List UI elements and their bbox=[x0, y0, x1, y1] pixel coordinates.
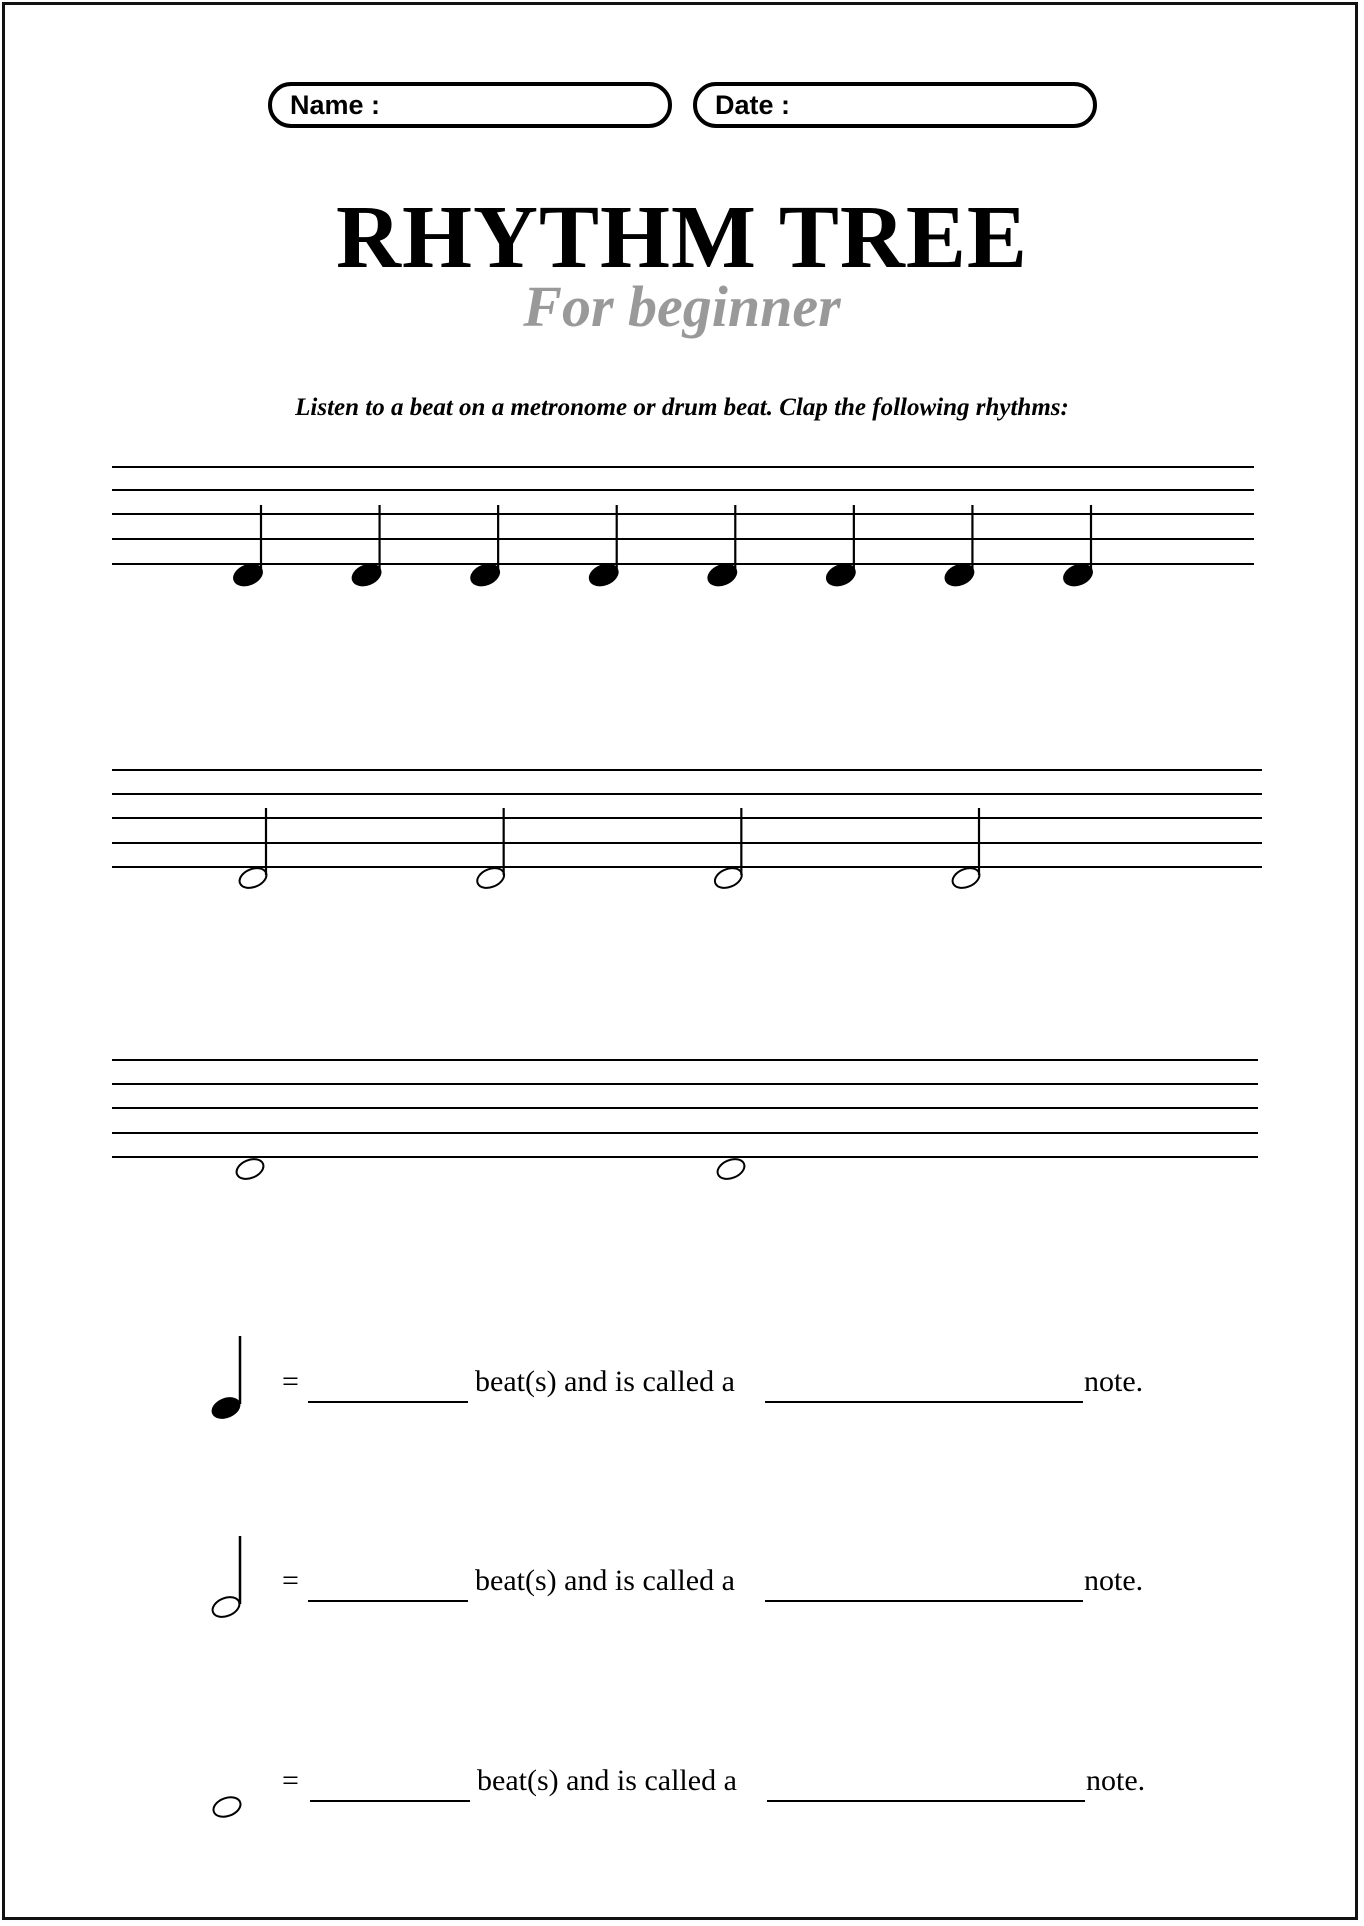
question-suffix: note. bbox=[1084, 1365, 1144, 1398]
half-note bbox=[237, 808, 270, 892]
staff-1-quarter-notes bbox=[112, 467, 1254, 564]
quarter-note bbox=[823, 505, 858, 590]
question-text: beat(s) and is called a bbox=[477, 1764, 737, 1797]
beats-answer-blank[interactable] bbox=[310, 1764, 470, 1802]
quarter-note-icon bbox=[208, 1336, 243, 1423]
half-note bbox=[474, 808, 507, 892]
beats-answer-blank[interactable] bbox=[308, 1564, 468, 1602]
page-title: RHYTHM TREE bbox=[336, 188, 1028, 287]
question-suffix: note. bbox=[1086, 1764, 1146, 1797]
instructions: Listen to a beat on a metronome or drum beat. Clap the following rhythms: bbox=[295, 394, 1069, 421]
quarter-note bbox=[1060, 505, 1095, 590]
quarter-note bbox=[942, 505, 977, 590]
whole-note bbox=[715, 1155, 748, 1182]
note-name-answer-blank[interactable] bbox=[767, 1764, 1085, 1802]
date-label: Date : bbox=[715, 90, 791, 120]
name-label: Name : bbox=[290, 90, 381, 120]
whole-note-icon bbox=[211, 1794, 243, 1820]
equals-sign: = bbox=[282, 1764, 299, 1797]
question-text: beat(s) and is called a bbox=[475, 1564, 735, 1597]
question-text: beat(s) and is called a bbox=[475, 1365, 735, 1398]
half-note-icon bbox=[210, 1536, 243, 1621]
quarter-note bbox=[705, 505, 740, 590]
note-name-answer-blank[interactable] bbox=[765, 1564, 1083, 1602]
quarter-note bbox=[349, 505, 384, 590]
half-note bbox=[712, 808, 745, 892]
equals-sign: = bbox=[282, 1365, 299, 1398]
whole-note bbox=[234, 1155, 267, 1182]
equals-sign: = bbox=[282, 1564, 299, 1597]
quarter-note bbox=[467, 505, 502, 590]
quarter-note bbox=[230, 505, 265, 590]
staff-2-half-notes bbox=[112, 770, 1262, 867]
note-name-answer-blank[interactable] bbox=[765, 1365, 1083, 1403]
page-subtitle: For beginner bbox=[523, 274, 841, 339]
question-suffix: note. bbox=[1084, 1564, 1144, 1597]
beats-answer-blank[interactable] bbox=[308, 1365, 468, 1403]
staff-3-whole-notes bbox=[112, 1060, 1258, 1157]
half-note bbox=[950, 808, 983, 892]
quarter-note bbox=[586, 505, 621, 590]
